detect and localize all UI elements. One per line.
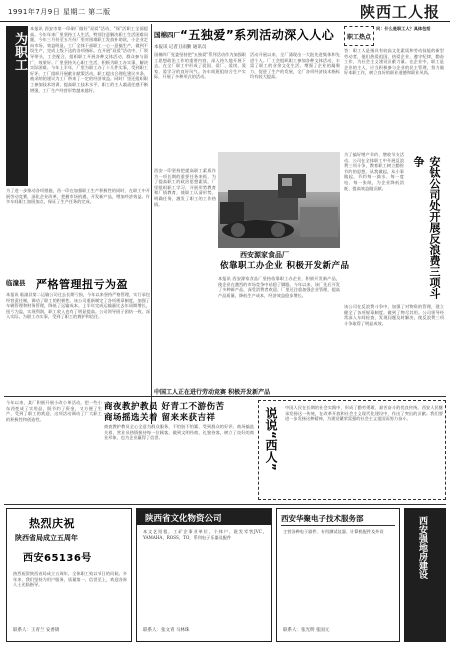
right-top-tag-box xyxy=(344,26,374,46)
lower-mid-subhead: 商场摇选关着 留来来获吉祥 xyxy=(104,413,216,423)
electronics-ad-rule xyxy=(281,525,395,526)
right-vertical-headline: 安钛公司处开展反浪费三项斗争 xyxy=(412,156,441,299)
photo-caption xyxy=(212,250,350,274)
masthead xyxy=(0,0,450,22)
lead-text-col1: 国棉四厂党委坚持把"五独爱"系列活动作为加强职工思想政治工作的重要内容，深入持久地开展下去，在全厂职工中形成了爱国、爱厂、爱岗、爱家、爱学习的良好风气。各车间班组结合生产实际，开展了多种形式的活动。 xyxy=(154,52,246,80)
newspaper-logo: 陕西工人报 xyxy=(359,3,440,21)
cert-ad xyxy=(6,508,132,642)
construction-ad-title: 西安强地房建设 xyxy=(417,516,427,579)
market-story-headline: 严格管理扭亏为盈 xyxy=(36,278,128,291)
mid-ticker-text: 中国工人正在进行劳动竞赛 积极开发新产品 xyxy=(154,389,271,396)
cert-ad-line: 陕西省局成立五周年 xyxy=(15,534,78,542)
right-mid-region xyxy=(344,152,444,302)
bulldozer-image xyxy=(218,152,340,248)
right-lower-text: 该公司在反浪费斗争中，加强了对物资的管理，建立健全了各项规章制度，做到了物尽其用。公司领导经常深入车间检查，发现问题及时解决，使反浪费三项斗争取得了明显成效。 xyxy=(344,304,444,326)
electronics-ad-contact: 联系人：张光明 张国元 xyxy=(283,628,330,633)
culture-goods-ad xyxy=(136,508,272,642)
feature-box xyxy=(258,400,446,500)
left-vertical-title: 为职工 xyxy=(12,32,27,71)
lead-text-col2: 活动开展以来，全厂涌现出一大批先进集体和先进个人。厂工会组织职工参加各种文体活动，丰富了职工的业余文化生活，增强了企业的凝聚力，促进了生产的发展，全厂各项经济技术指标均有较大提高。 xyxy=(250,52,340,80)
feature-text: 中国人民在长期的社会实践中，形成了勤劳勇敢、艰苦奋斗的优良传统。西安人民继承发扬这一传统，在改革开放和社会主义现代化建设中，作出了突出的贡献。我们要进一步发扬这种精神，为建设繁荣富强的社会主义祖国而努力奋斗。 xyxy=(285,405,443,422)
issue-date: 1991年7月9日 星期二 第二版 xyxy=(8,8,111,16)
cert-ad-body: 热烈祝贺陕西省局成立五周年，全体职工致以节日的问候。多年来，我们坚持为用户服务，质量第一，信誉至上，欢迎各界人士光临指导。 xyxy=(13,571,127,588)
left-mid-story xyxy=(6,188,150,228)
culture-goods-ad-contact: 联系人：张文青 马林珠 xyxy=(143,628,190,633)
photo-caption-subhead: 依靠职工办企业 积极开发新产品 xyxy=(220,261,350,271)
left-mid-story-text: 为了进一步推动各项措施，西一印在加强职工生产积极性的同时，在职工中开展劳动竞赛，深化企业改革，把握市场机遇，开发新产品，增加经济效益。许多车间职工加班加点，保证了生产任务的完成。 xyxy=(6,188,150,205)
cert-ad-contact: 联系人：王青兰 安香锦 xyxy=(13,628,60,633)
culture-goods-ad-header xyxy=(137,509,271,525)
left-vertical-banner xyxy=(6,26,28,186)
lower-mid-headline: 商夜教护教员 好青工不游伤苦 xyxy=(104,402,225,412)
food-factory-article: 本报讯 西安源家食品厂坚持依靠职工办企业，积极开发新产品，使企业在激烈的市场竞争中站稳了脚跟。今年以来，该厂先后开发了多种新产品，深受消费者欢迎。厂里还注重加强企业管理，提高产品质量，降低生产成本，经济效益稳步增长。 xyxy=(218,276,340,298)
bulldozer-photo xyxy=(218,152,340,248)
lower-mid-text: 商夜教护教员全心全意为群众服务，不怕脏不怕累，受到群众的好评。商场搞选关着，营业员热情接待每一位顾客，做到文明经商、礼貌待客，树立了良好的商业形象，也为企业赢得了信誉。 xyxy=(104,424,254,441)
lead-byline: 本报讯 记者丑雨勤 通讯员 xyxy=(154,45,207,50)
classified-rule xyxy=(4,504,446,505)
cert-ad-title: 热烈庆祝 xyxy=(29,517,75,530)
lead-article xyxy=(154,26,340,166)
lower-left-article: 今年以来，某厂积极开展小改小革活动，把一些小东西变成了实用品，既节约了资金，又方便了生产，受到了职工的欢迎。这项活动调动了广大职工的积极性和创造性。 xyxy=(6,400,102,422)
section-rule xyxy=(4,396,446,397)
cert-ad-line2: 西安65136号 xyxy=(23,553,92,564)
electronics-ad-title: 西安华聚电子技术服务部 xyxy=(281,514,364,523)
market-story-kicker: 临潼县 xyxy=(6,279,26,287)
lead-kicker: 国棉四厂 xyxy=(154,31,180,39)
left-column-text: 本报讯 西安市第一印刷厂做好"双爱"活动，"保"活职工全面提高。今年年来厂里坚持工人生活，特别注意解决职工生活困难问题，今年三月份至五月份厂里对困难职工发放补助款，小企业走向市场，效益明显。工厂全体干部职工一心一意搞生产，做到不误生产，完成上级下达的各项指标。在开展"双爱"活动中，厂领导带头，工会配合，组织职工开展各种文体活动，群众参与面广，效果好。厂里坚持关心职工生活，积极为职工办实事，解决实际困难。今年上半年，厂里为职工办了十几件实事，受到职工好评。工厂组织开展献计献策活动，职工提出合理化建议多条，被采纳的建议为工厂带来了一定的经济效益。同时厂里还组织职工参加技术培训，提高职工技术水平，职工的主人翁责任感不断增强，工厂生产经营形势越来越好。 xyxy=(30,26,148,93)
right-top-box xyxy=(344,26,444,146)
right-top-answer: 答：职工人是指具有较高文化素质和劳动技能的新型劳动者，他们热爱祖国，热爱企业，遵守纪律，勤奋工作，为社会主义建设贡献力量。在企业中，职工是企业的主人，应当积极参与企业的民主管理，努力做好本职工作，树立良好的职业道德和职业风尚。 xyxy=(344,48,444,76)
mid-ticker xyxy=(154,386,340,396)
right-top-tag: 职工热点 xyxy=(347,34,372,41)
electronics-ad-body: 主营各种电子器件、专用测试仪器、计算机配件及外设 xyxy=(283,529,384,534)
right-top-question: 问：什么是职工人？具体包括 xyxy=(376,26,431,31)
market-story xyxy=(6,278,150,394)
column-rule-left xyxy=(151,24,152,424)
market-story-text: 本报讯 临潼县第二运输公司过去长期亏损，今年以来坚持严格管理，实行承包经营责任制，调动了职工的积极性。该公司重新制定了各项规章制度，加强了车辆管理和财务管理，降低了运输成本。上半年完成运输量比去年同期增长，扭亏为盈，实现利润，职工收入也有了明显提高。公司领导班子团结一致，深入实际，为职工办实事，受到了职工的拥护和信任。 xyxy=(6,292,150,320)
lower-mid-story xyxy=(104,400,254,500)
electronics-ad xyxy=(276,508,400,642)
culture-goods-ad-body: 本文艺招租，工矿企事业单位，个体户，批发零售JVC，YAMAHA，ROSS，TO，系列电子乐器及配件 xyxy=(143,529,267,540)
construction-ad xyxy=(404,508,446,642)
mid-left-article: 西安一印坚持把提高职工素质作为一项长期的重要任务来抓，为了提高职工的政治思想素质，厂里组织职工学习，开展形势教育和厂情教育，使职工认清形势，明确任务，激发了职工的工作热情。 xyxy=(154,168,216,207)
right-mid-text: 为了搞好增产节约、增收节支活动，公司在全体职工中开展反浪费三项斗争，教育职工树立勤俭节约的思想，从我做起，从小事做起，节约每一滴水、每一度电、每一张纸，为企业降低消耗、提高效益做贡献。 xyxy=(344,152,404,191)
photo-caption-headline: 西安源家食品厂 xyxy=(240,251,289,259)
culture-goods-ad-title: 陕西省文化物资公司 xyxy=(145,514,222,524)
lead-headline: “五独爱”系列活动深入人心 xyxy=(180,28,335,42)
feature-headline: 说说“西人” xyxy=(264,407,278,471)
